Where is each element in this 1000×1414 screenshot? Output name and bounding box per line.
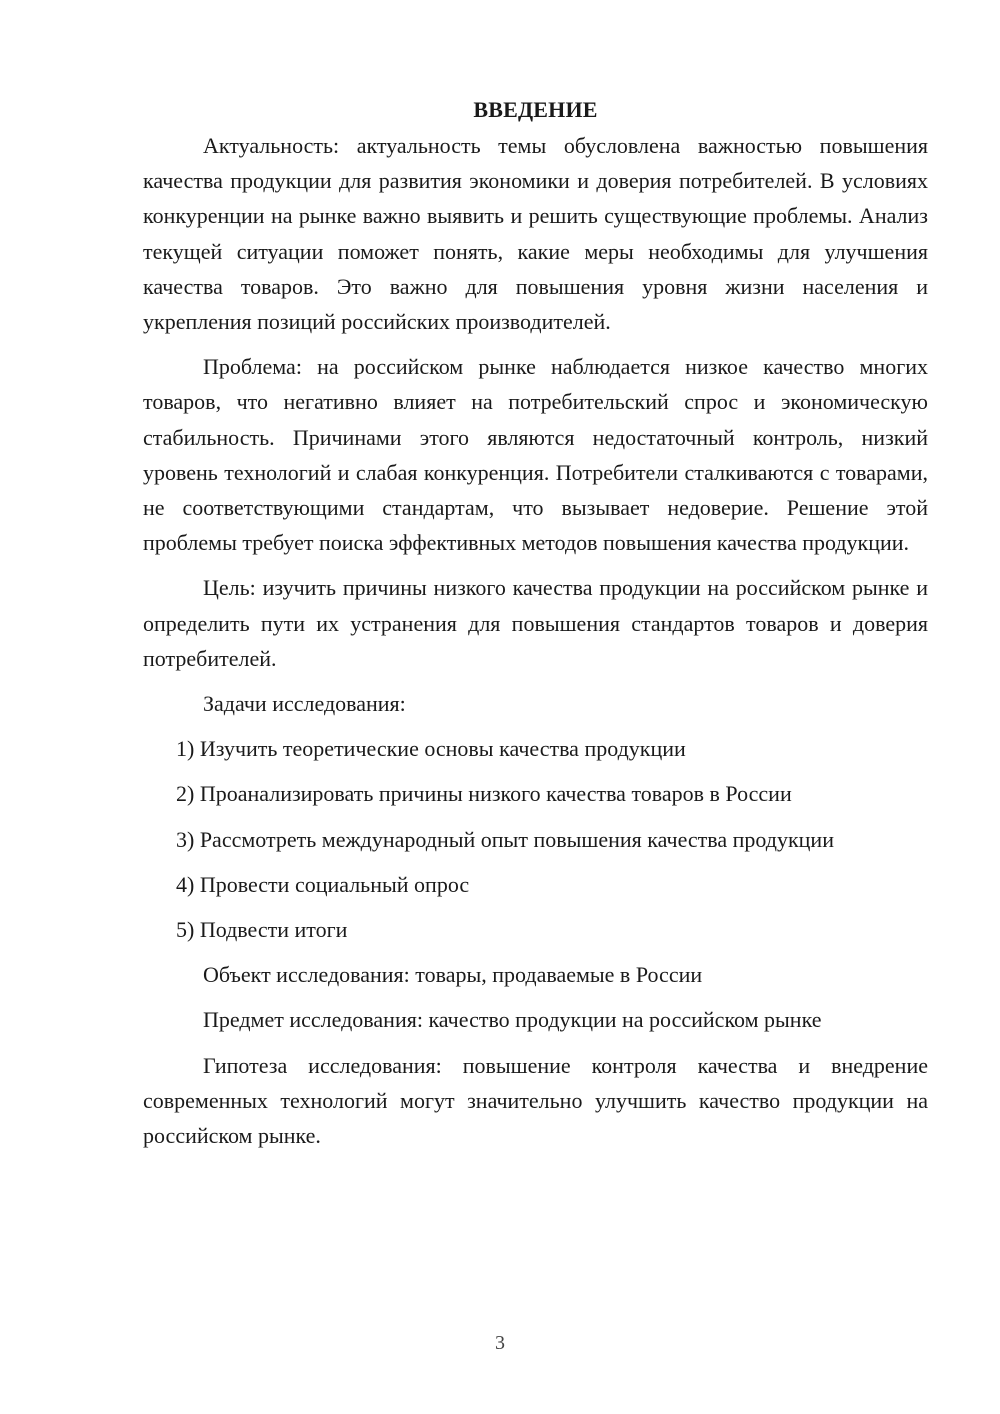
hypothesis-paragraph: Гипотеза исследования: повышение контроля качества и внедрение современных технологий могут значительно улучшить качество продукции на российском рынке. bbox=[143, 1052, 928, 1149]
tasks-title: Задачи исследования: bbox=[203, 691, 406, 717]
task-item: 3) Рассмотреть международный опыт повышения качества продукции bbox=[176, 826, 834, 852]
task-item: 4) Провести социальный опрос bbox=[176, 871, 470, 897]
problem-paragraph: Проблема: на российском рынке наблюдается низкое качество многих товаров, что негативно влияет на потребительский спрос и экономическую стабильность. Причинами этого являются недостаточный контроль, низкий уровень технологий и слабая конкуренция. Потребители сталкиваются с товарами, не соответствующими стандартам, что вызывает недоверие. Решение этой проблемы требует поиска эффективных методов повышения качества продукции. bbox=[143, 354, 928, 556]
task-item: 2) Проанализировать причины низкого качества товаров в России bbox=[176, 781, 792, 807]
relevance-paragraph: Актуальность: актуальность темы обусловлена важностью повышения качества продукции для развития экономики и доверия потребителей. В условиях конкуренции на рынке важно выявить и решить существующие проблемы. Анализ текущей ситуации поможет понять, какие меры необходимы для улучшения качества товаров. Это важно для повышения уровня жизни населения и укрепления позиций российских производителей. bbox=[143, 133, 928, 335]
tasks-list bbox=[143, 731, 928, 947]
goal-paragraph: Цель: изучить причины низкого качества продукции на российском рынке и определить пути их устранения для повышения стандартов товаров и доверия потребителей. bbox=[143, 575, 928, 671]
task-item: 1) Изучить теоретические основы качества продукции bbox=[176, 736, 686, 762]
subject-line: Предмет исследования: качество продукции на российском рынке bbox=[203, 1007, 822, 1033]
task-item: 5) Подвести итоги bbox=[176, 917, 348, 943]
page-heading: ВВЕДЕНИЕ bbox=[473, 97, 598, 122]
page-number: 3 bbox=[495, 1332, 505, 1354]
document-page bbox=[143, 92, 928, 1153]
object-line: Объект исследования: товары, продаваемые в России bbox=[203, 962, 703, 988]
